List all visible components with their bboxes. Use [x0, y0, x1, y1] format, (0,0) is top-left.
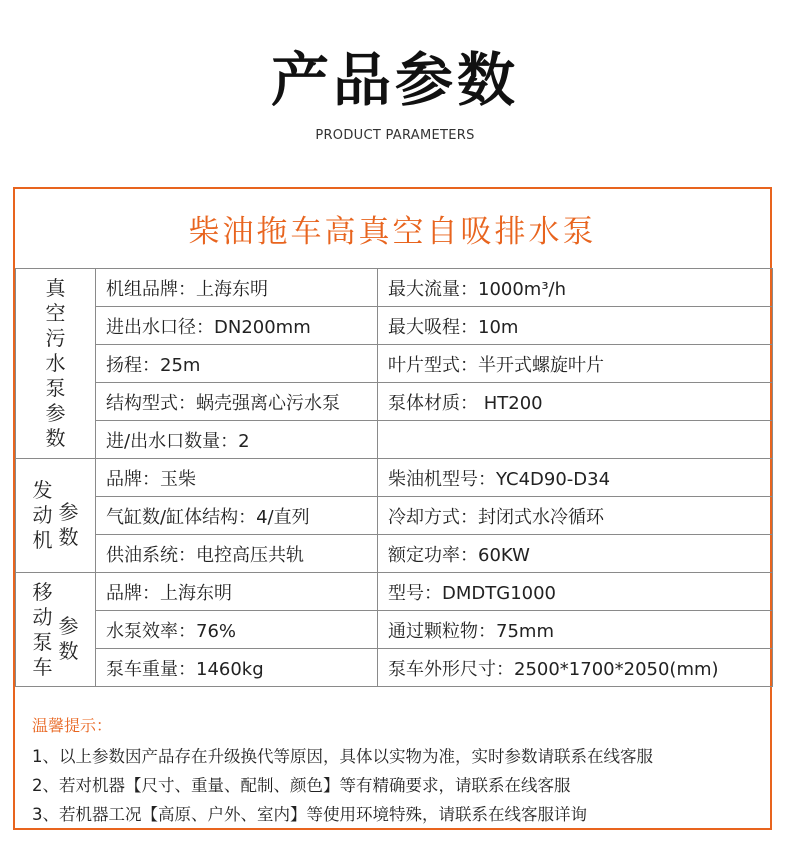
notice-box: [32, 712, 752, 828]
table-row: [16, 535, 773, 573]
param-cell: 型号：DMDTG1000: [378, 573, 773, 611]
param-cell: 进/出水口数量：2: [96, 421, 378, 459]
page-title: 产品参数: [270, 46, 519, 114]
param-cell: 水泵效率：76%: [96, 611, 378, 649]
param-cell: 结构型式：蜗壳强离心污水泵: [96, 383, 378, 421]
table-row: [16, 269, 773, 307]
param-cell: 泵体材质： HT200: [378, 383, 773, 421]
table-row: [16, 649, 773, 687]
param-cell: 冷却方式：封闭式水冷循环: [378, 497, 773, 535]
category-label: 移动泵车: [32, 579, 53, 679]
param-cell: 气缸数/缸体结构：4/直列: [96, 497, 378, 535]
table-row: [16, 383, 773, 421]
param-cell: 泵车外形尺寸：2500*1700*2050(mm): [378, 649, 773, 687]
param-cell: 通过颗粒物：75mm: [378, 611, 773, 649]
param-cell: 机组品牌：上海东明: [96, 269, 378, 307]
notice-line: 1、以上参数因产品存在升级换代等原因，具体以实物为准，实时参数请联系在线客服: [32, 747, 653, 766]
table-row: [16, 307, 773, 345]
table-row: [16, 459, 773, 497]
page-subtitle: PRODUCT PARAMETERS: [315, 128, 475, 143]
category-mobile-pump-truck: [16, 573, 96, 687]
table-row: [16, 573, 773, 611]
category-engine: [16, 459, 96, 573]
category-vacuum-pump: [16, 269, 96, 459]
category-label-sub: 参数: [58, 499, 79, 549]
param-cell: 供油系统：电控高压共轨: [96, 535, 378, 573]
notice-line: 2、若对机器【尺寸、重量、配制、颜色】等有精确要求，请联系在线客服: [32, 776, 571, 795]
param-cell: [378, 421, 773, 459]
category-label-sub: 参数: [58, 613, 79, 663]
param-cell: 泵车重量：1460kg: [96, 649, 378, 687]
table-row: [16, 345, 773, 383]
category-label: 发动机: [32, 478, 53, 552]
param-cell: 品牌：玉柴: [96, 459, 378, 497]
param-cell: 扬程：25m: [96, 345, 378, 383]
param-cell: 最大流量：1000m³/h: [378, 269, 773, 307]
category-label: 真空污水泵参数: [45, 276, 66, 450]
param-cell: 品牌：上海东明: [96, 573, 378, 611]
table-title: 柴油拖车高真空自吸排水泵: [188, 213, 597, 250]
param-cell: 额定功率：60KW: [378, 535, 773, 573]
params-table: [15, 268, 773, 687]
param-cell: 叶片型式：半开式螺旋叶片: [378, 345, 773, 383]
table-row: [16, 611, 773, 649]
param-cell: 进出水口径：DN200mm: [96, 307, 378, 345]
table-row: [16, 421, 773, 459]
notice-title: 温馨提示：: [32, 716, 113, 735]
table-row: [16, 497, 773, 535]
param-cell: 柴油机型号：YC4D90-D34: [378, 459, 773, 497]
param-cell: 最大吸程：10m: [378, 307, 773, 345]
notice-line: 3、若机器工况【高原、户外、室内】等使用环境特殊，请联系在线客服详询: [32, 805, 587, 824]
